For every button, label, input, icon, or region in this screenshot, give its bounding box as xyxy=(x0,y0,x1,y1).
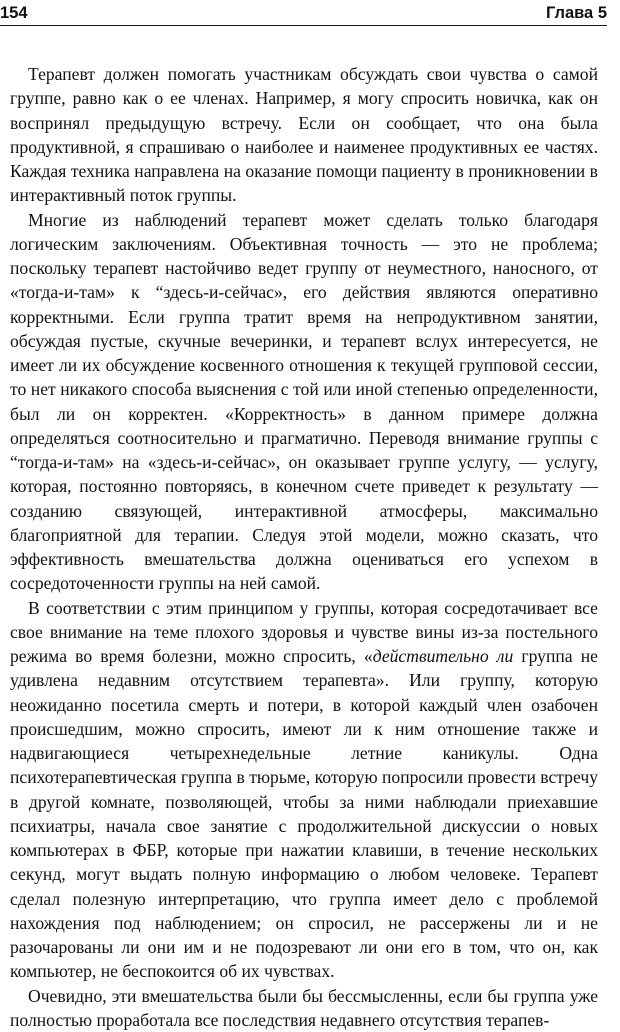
paragraph-3-text-before: В соответствии с этим принципом у группы, которая сосредотачивает все свое внимание на теме плохого здоровья и чувстве вины из-за постельного режима во время болезни, можно спросить, « xyxy=(10,598,598,667)
chapter-title: Глава 5 xyxy=(546,2,607,24)
paragraph-4: Очевидно, эти вмешательства были бы бессмысленны, если бы группа уже полностью проработала все последствия недавнего отсутствия терапев- xyxy=(10,984,598,1032)
body-text xyxy=(10,62,598,1032)
paragraph-3-text-after: группа не удивлена недавним отсутствием терапевта». Или группу, которую неожиданно посетила смерть и потери, в которой каждый член озабочен происшедшим, можно спросить, имеют ли к ним отношение также и надвигающиеся четырехнедельные летние каникулы. Одна психотерапевтическая группа в тюрьме, которую попросили провести встречу в другой комнате, позволяющей, чтобы за ними наблюдали приехавшие психиатры, начала свое занятие с продолжительной дискуссии о новых компьютерах в ФБР, которые при нажатии клавиши, в течение нескольких секунд, могут выдать полную информацию о любом человеке. Терапевт сделал полезную интерпретацию, что группа имеет дело с проблемой нахождения под наблюдением; он спросил, не рассержены ли и не разочарованы ли они им и не подозревают ли они его в том, что он, как компьютер, не беспокоится об их чувствах. xyxy=(10,646,598,981)
header-rule xyxy=(0,25,607,26)
paragraph-2: Многие из наблюдений терапевт может сделать только благодаря логическим заключениям. Объективная точность — это не проблема; поскольку терапевт настойчиво ведет группу от неуместного, наносного, от «тогда-и-там» к “здесь-и-сейчас», его действия являются оперативно корректными. Если группа тратит время на непродуктивном занятии, обсуждая пустые, скучные вечеринки, и терапевт вслух интересуется, не имеет ли их обсуждение косвенного отношения к текущей групповой сессии, то нет никакого способа выяснения с той или иной степенью определенности, был ли он корректен. «Корректность» в данном примере должна определяться соотносительно и прагматично. Переводя внимание группы с “тогда-и-там» на «здесь-и-сейчас», он оказывает группе услугу, — услугу, которая, постоянно повторяясь, в конечном счете приведет к результату — созданию связующей, интерактивной атмосферы, максимально благоприятной для терапии. Следуя этой модели, можно сказать, что эффективность вмешательства должна оцениваться его успехом в сосредоточенности группы на ней самой. xyxy=(10,208,598,596)
running-head xyxy=(0,2,607,26)
page-number: 154 xyxy=(0,2,28,24)
paragraph-3-emphasis: действительно ли xyxy=(373,646,514,666)
paragraph-1: Терапевт должен помогать участникам обсуждать свои чувства о самой группе, равно как о ее членах. Например, я могу спросить новичка, как он воспринял предыдущую встречу. Если он сообщает, что она была продуктивной, я спрашиваю о наиболее и наименее продуктивных ее частях. Каждая техника направлена на оказание помощи пациенту в проникновении в интерактивный поток группы. xyxy=(10,62,598,208)
paragraph-3 xyxy=(10,596,598,984)
